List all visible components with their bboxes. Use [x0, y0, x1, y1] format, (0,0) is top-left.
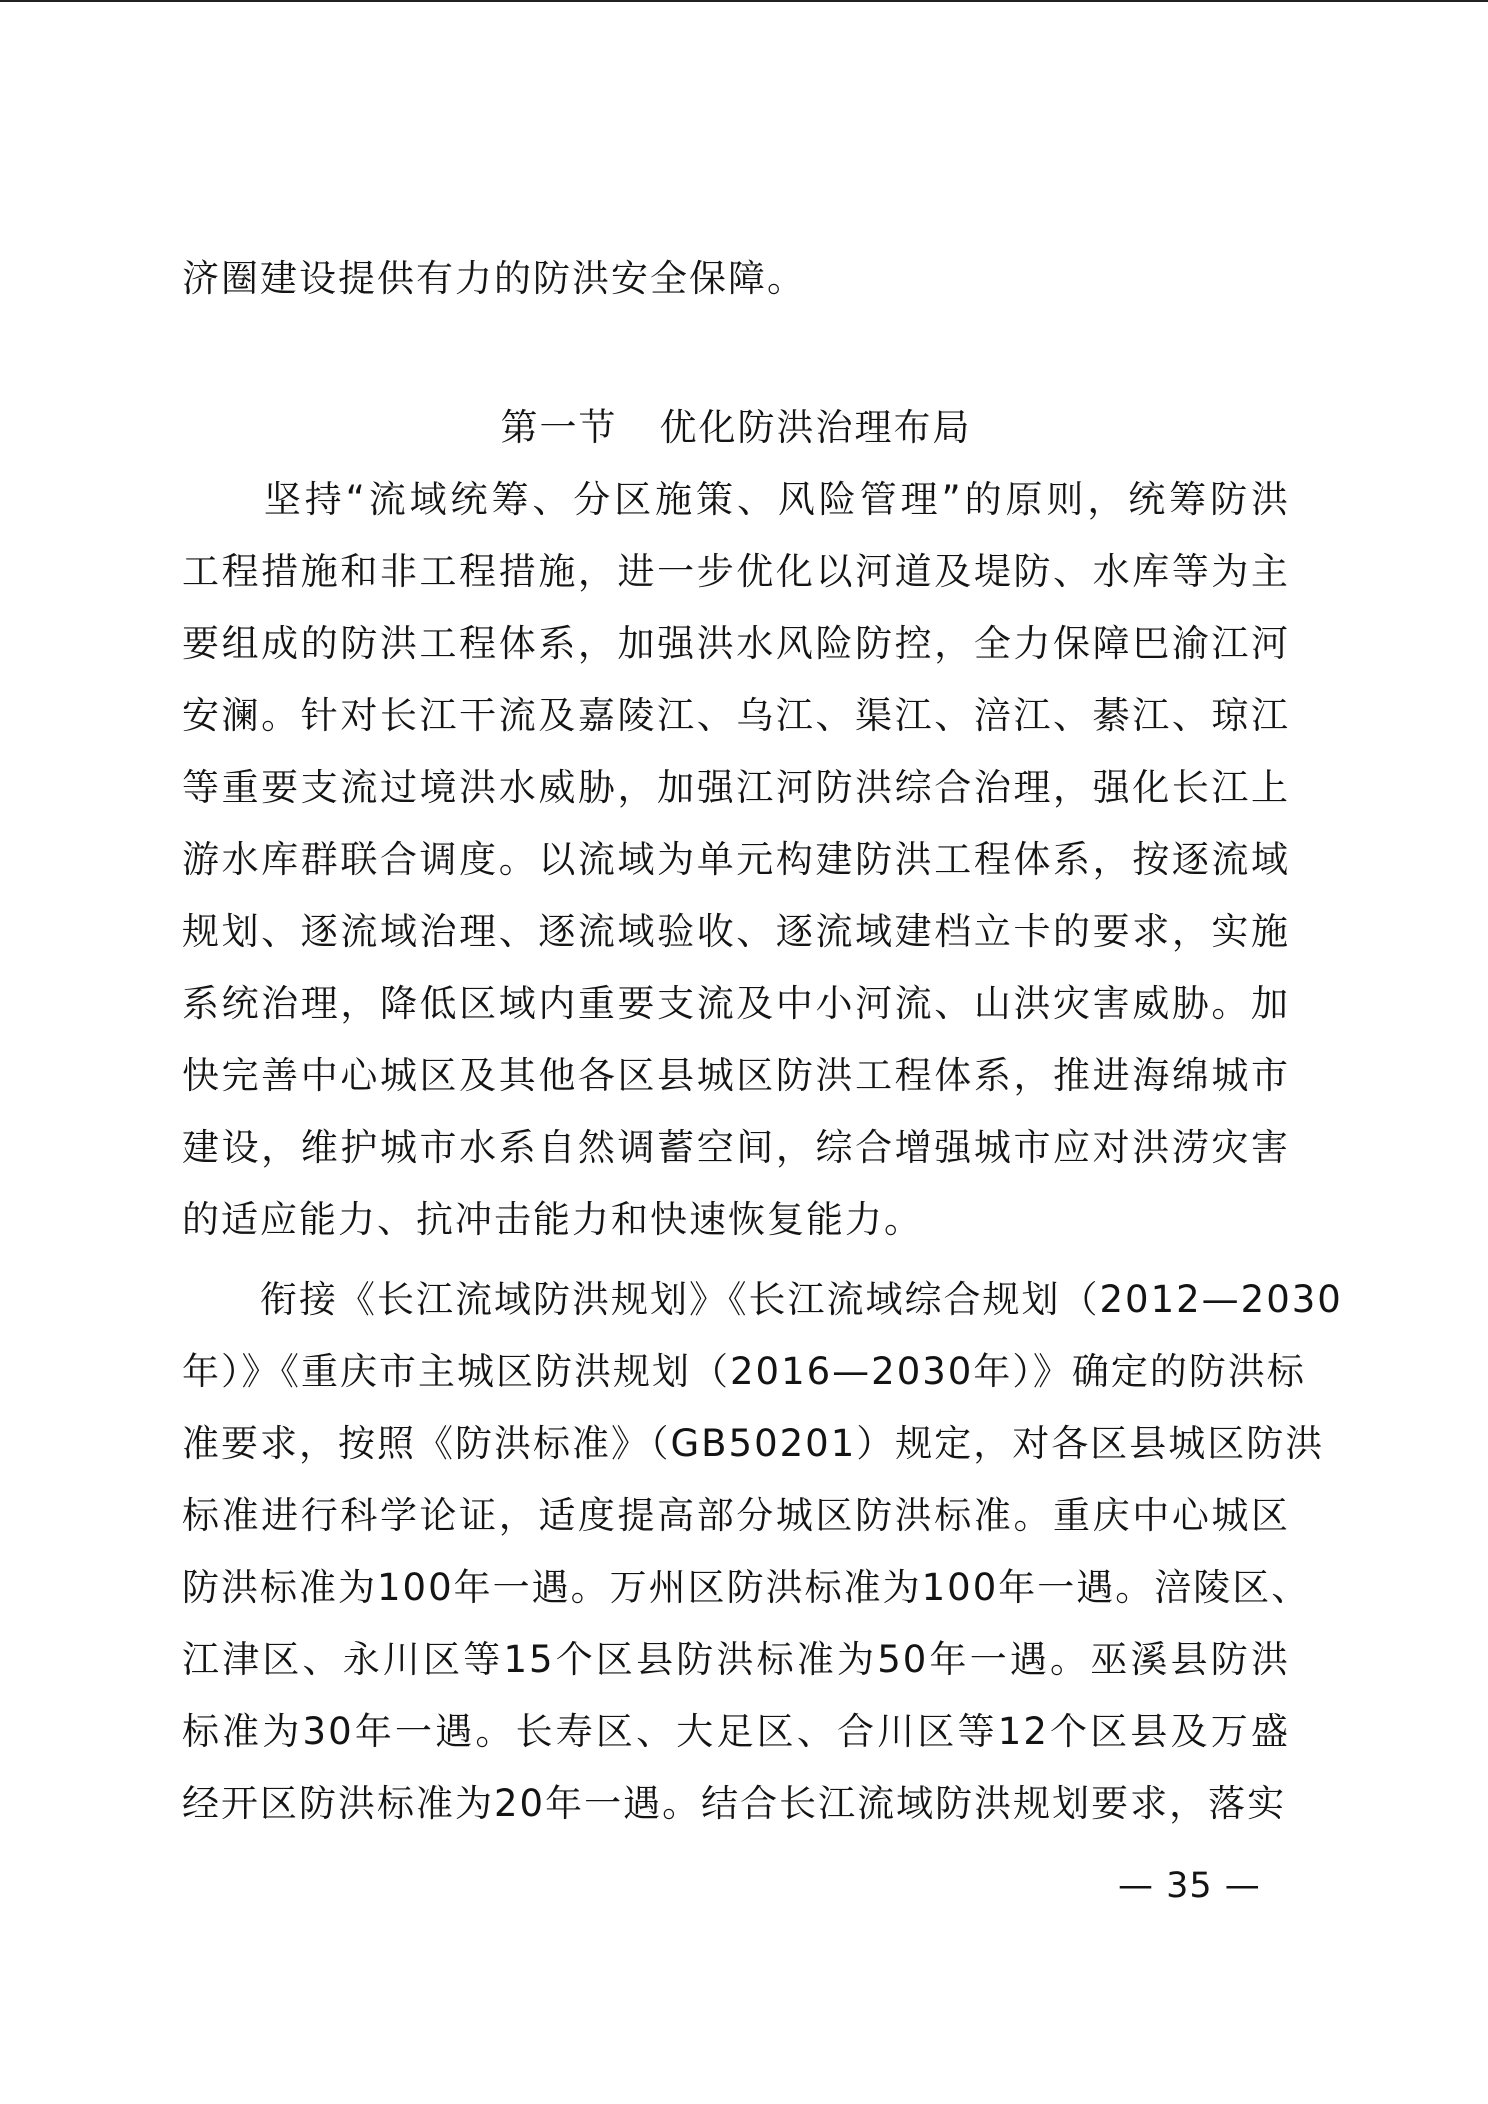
text-line: 安澜。针对长江干流及嘉陵江、乌江、渠江、涪江、綦江、琼江: [182, 694, 1290, 737]
text-line: 系统治理，降低区域内重要支流及中小河流、山洪灾害威胁。加: [182, 982, 1290, 1025]
text-line: 衔接《长江流域防洪规划》《长江流域综合规划（2012—2030: [182, 1278, 1343, 1321]
text-line: 等重要支流过境洪水威胁，加强江河防洪综合治理，强化长江上: [182, 766, 1290, 809]
section-heading: [182, 392, 1290, 464]
section-title: 优化防洪治理布局: [659, 406, 972, 449]
text-line: 游水库群联合调度。以流域为单元构建防洪工程体系，按逐流域: [182, 838, 1290, 881]
text-line: 防洪标准为100年一遇。万州区防洪标准为100年一遇。涪陵区、: [182, 1566, 1311, 1609]
text-line: 经开区防洪标准为20年一遇。结合长江流域防洪规划要求，落实: [182, 1782, 1287, 1825]
text-line: 工程措施和非工程措施，进一步优化以河道及堤防、水库等为主: [182, 550, 1290, 593]
text-line: 的适应能力、抗冲击能力和快速恢复能力。: [182, 1198, 923, 1241]
text-line: 快完善中心城区及其他各区县城区防洪工程体系，推进海绵城市: [182, 1054, 1290, 1097]
page-number: — 35 —: [1118, 1866, 1261, 1906]
top-border-line: [0, 0, 1488, 2]
text-line: 坚持“流域统筹、分区施策、风险管理”的原则，统筹防洪: [182, 478, 1290, 521]
text-line: 要组成的防洪工程体系，加强洪水风险防控，全力保障巴渝江河: [182, 622, 1290, 665]
text-line: 标准进行科学论证，适度提高部分城区防洪标准。重庆中心城区: [182, 1494, 1290, 1537]
text-line: 建设，维护城市水系自然调蓄空间，综合增强城市应对洪涝灾害: [182, 1126, 1290, 1169]
text-line: 规划、逐流域治理、逐流域验收、逐流域建档立卡的要求，实施: [182, 910, 1290, 953]
text-line: 江津区、永川区等15个区县防洪标准为50年一遇。巫溪县防洪: [182, 1638, 1290, 1681]
carryover-paragraph: [182, 243, 1290, 315]
paragraph-2: [182, 1264, 1343, 1840]
text-line: 济圈建设提供有力的防洪安全保障。: [182, 257, 806, 300]
text-line: 标准为30年一遇。长寿区、大足区、合川区等12个区县及万盛: [182, 1710, 1290, 1753]
text-line: 年）》《重庆市主城区防洪规划（2016—2030年）》确定的防洪标: [182, 1350, 1306, 1393]
section-number: 第一节: [500, 406, 618, 449]
text-line: 准要求，按照《防洪标准》（GB50201）规定，对各区县城区防洪: [182, 1422, 1325, 1465]
paragraph-1: [182, 464, 1290, 1256]
